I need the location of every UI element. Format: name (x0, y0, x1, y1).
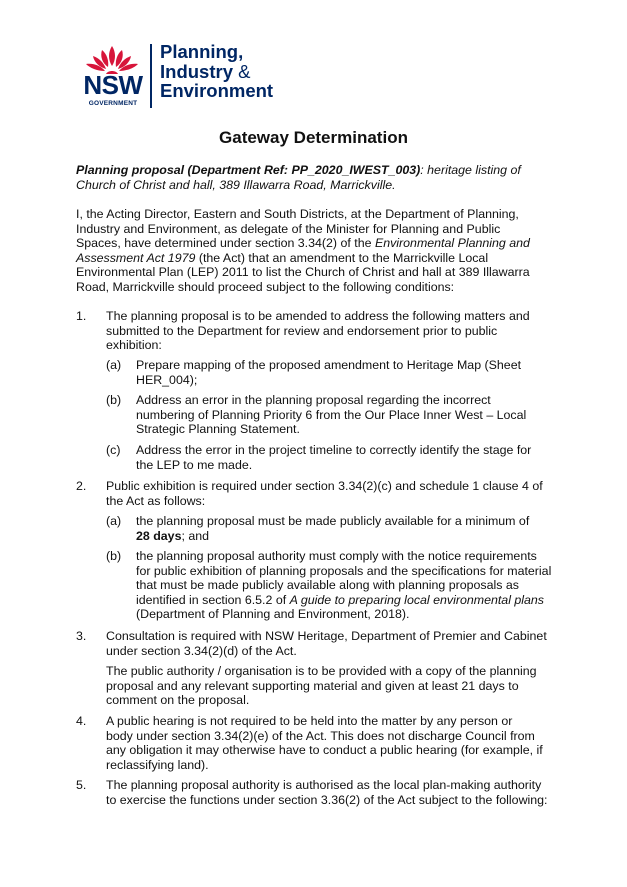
condition-4-text (106, 714, 543, 772)
agency-ampersand: & (238, 60, 251, 82)
exhibition-period: 28 days (136, 528, 182, 543)
condition-1c-text (136, 443, 531, 472)
condition-2b-line: for public exhibition of planning proposals and the specifications for material (136, 563, 552, 578)
opening-line-1: I, the Acting Director, Eastern and South Districts, at the Department of Planning, (76, 207, 519, 221)
condition-1b-line: Address an error in the planning proposal regarding the incorrect (136, 393, 491, 407)
condition-2b-line: that must be made publicly available along with planning proposals as (136, 578, 519, 593)
condition-2-line: Public exhibition is required under section 3.34(2)(c) and schedule 1 clause 4 of (106, 479, 543, 493)
condition-1-line: exhibition: (106, 338, 162, 353)
condition-5-line: The planning proposal authority is authorised as the local plan-making authority (106, 778, 542, 792)
condition-2-number: 2. (76, 479, 87, 493)
opening-line-4-text: (the Act) that an amendment to the Marrickville Local (195, 250, 489, 265)
condition-2a-text (136, 514, 529, 543)
proposal-reference (76, 163, 521, 192)
condition-3-line: Consultation is required with NSW Heritage, Department of Premier and Cabinet (106, 629, 547, 643)
condition-4-line: body under section 3.34(2)(e) of the Act. This does not discharge Council from (106, 728, 535, 743)
condition-3-number: 3. (76, 629, 87, 643)
condition-3-p2-line: The public authority / organisation is to be provided with a copy of the planning (106, 664, 537, 678)
condition-2a-label: (a) (106, 514, 122, 528)
condition-1c-line: Address the error in the project timeline to correctly identify the stage for (136, 443, 532, 457)
condition-2b-line-4-text: identified in section 6.5.2 of (136, 592, 290, 607)
guide-title: A guide to preparing local environmental plans (289, 592, 545, 607)
condition-2a-rest: ; and (181, 528, 210, 543)
condition-3-paragraph-2 (106, 664, 537, 708)
condition-3-p2-line: comment on the proposal. (106, 693, 250, 708)
agency-line-2-text: Industry (160, 60, 239, 82)
proposal-reference-rest: : heritage listing of (420, 163, 521, 177)
condition-1b-label: (b) (106, 393, 122, 407)
condition-2b-text (136, 549, 551, 622)
condition-1a-label: (a) (106, 358, 122, 372)
condition-1b-line: numbering of Planning Priority 6 from the Our Place Inner West – Local (136, 407, 527, 422)
condition-1a-text (136, 358, 521, 387)
opening-line-2: Industry and Environment, as delegate of the Minister for Planning and Public (76, 221, 501, 236)
condition-2-line: the Act as follows: (106, 493, 206, 508)
condition-1-line: submitted to the Department for review and endorsement prior to public (106, 323, 498, 338)
condition-4-line: any obligation it may otherwise have to conduct a public hearing (for example, if (106, 743, 543, 758)
condition-1a-line: Prepare mapping of the proposed amendment to Heritage Map (Sheet (136, 358, 522, 372)
proposal-reference-line-2: Church of Christ and hall, 389 Illawarra Road, Marrickville. (76, 177, 396, 192)
opening-paragraph (76, 207, 530, 295)
condition-2b-line: the planning proposal authority must comply with the notice requirements (136, 549, 537, 563)
nsw-government-logo (82, 42, 302, 106)
condition-2a-line-1: the planning proposal must be made publicly available for a minimum of (136, 514, 530, 528)
page-title: Gateway Determination (219, 128, 408, 147)
condition-4-number: 4. (76, 714, 87, 728)
logo-divider (150, 44, 152, 108)
proposal-reference-bold: Planning proposal (Department Ref: PP_2020_IWEST_003) (76, 163, 421, 177)
nsw-wordmark: NSW (83, 70, 143, 100)
condition-1c-label: (c) (106, 443, 121, 457)
agency-name (160, 42, 273, 101)
condition-1b-line: Strategic Planning Statement. (136, 422, 300, 437)
condition-1a-line: HER_004); (136, 372, 198, 387)
opening-line-3-text: Spaces, have determined under section 3.34(2) of the (76, 236, 375, 251)
agency-line-3: Environment (160, 80, 274, 101)
agency-line-2 (160, 62, 273, 82)
condition-4-line: A public hearing is not required to be held into the matter by any person or (106, 714, 513, 728)
act-title-part-1: Environmental Planning and (374, 236, 530, 251)
condition-2a-line-2 (136, 529, 529, 544)
government-wordmark: GOVERNMENT (88, 100, 138, 107)
condition-3-line: under section 3.34(2)(d) of the Act. (106, 643, 297, 658)
condition-5-number: 5. (76, 778, 87, 792)
opening-line-4 (76, 251, 530, 266)
opening-line-3 (76, 236, 530, 251)
condition-2b-line-5: (Department of Planning and Environment, 2018). (136, 607, 410, 622)
condition-1-number: 1. (76, 309, 87, 323)
agency-line-1: Planning, (160, 41, 244, 62)
opening-line-6: Road, Marrickville should proceed subject to the following conditions: (76, 279, 455, 294)
act-title-part-2: Assessment Act 1979 (76, 250, 196, 265)
opening-line-5: Environmental Plan (LEP) 2011 to list the Church of Christ and hall at 389 Illawarra (76, 265, 530, 280)
condition-2b-label: (b) (106, 549, 122, 563)
condition-2b-line-4 (136, 593, 551, 608)
condition-3-text (106, 629, 547, 658)
condition-1-line: The planning proposal is to be amended to address the following matters and (106, 309, 530, 323)
proposal-reference-line-1 (76, 163, 521, 178)
condition-5-line: to exercise the functions under section 3.36(2) of the Act subject to the following: (106, 792, 548, 807)
condition-1b-text (136, 393, 526, 437)
condition-4-line: reclassifying land). (106, 757, 209, 772)
condition-3-p2-line: proposal and any relevant supporting material and given at least 21 days to (106, 678, 519, 693)
condition-2-text (106, 479, 543, 508)
condition-1-text (106, 309, 530, 353)
condition-1c-line: the LEP to me made. (136, 457, 253, 472)
condition-5-text (106, 778, 548, 807)
